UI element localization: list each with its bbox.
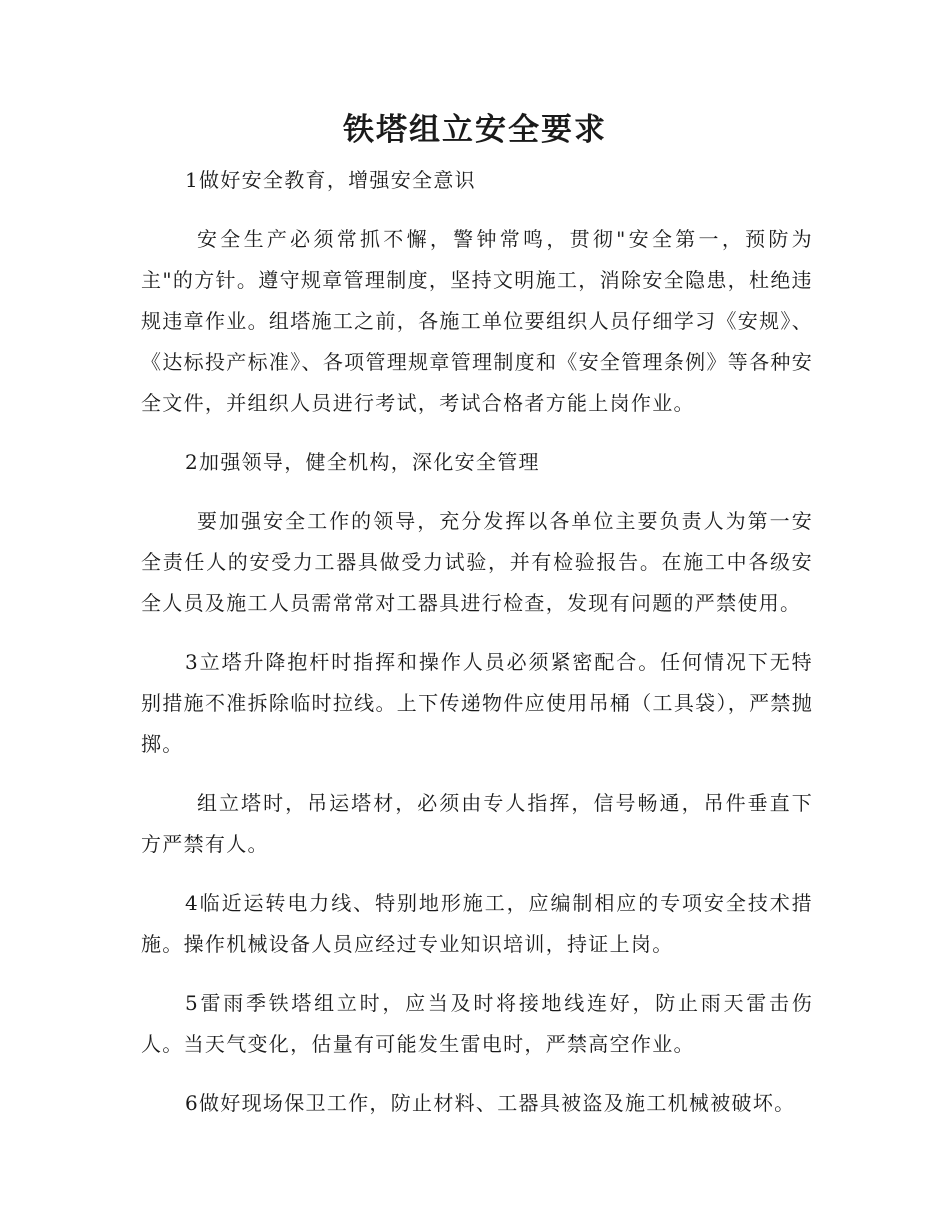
paragraph-lifting: 组立塔时，吊运塔材，必须由专人指挥，信号畅通，吊件垂直下方严禁有人。	[141, 791, 813, 856]
paragraph-education: 安全生产必须常抓不懈，警钟常鸣，贯彻"安全第一，预防为主"的方针。遵守规章管理制度，坚持文明施工，消除安全隐患，杜绝违规违章作业。组塔施工之前，各施工单位要组织人员仔细学习《安规》、《达标投产标准》、各项管理规章管理制度和《安全管理条例》等各种安全文件，并组织人员进行考试，考试合格者方能上岗作业。	[141, 227, 813, 415]
section-item-3: 3立塔升降抱杆时指挥和操作人员必须紧密配合。任何情况下无特别措施不准拆除临时拉线。上下传递物件应使用吊桶（工具袋），严禁抛掷。	[141, 650, 813, 756]
section-item-5: 5雷雨季铁塔组立时，应当及时将接地线连好，防止雨天雷击伤人。当天气变化，估量有可能发生雷电时，严禁高空作业。	[141, 991, 813, 1056]
section-item-6: 6做好现场保卫工作，防止材料、工器具被盗及施工机械被破坏。	[185, 1091, 796, 1115]
document-title: 铁塔组立安全要求	[343, 112, 607, 148]
section-heading-1: 1做好安全教育，增强安全意识	[185, 168, 476, 192]
section-item-4: 4临近运转电力线、特别地形施工，应编制相应的专项安全技术措施。操作机械设备人员应经过专业知识培训，持证上岗。	[141, 891, 813, 956]
section-heading-2: 2加强领导，健全机构，深化安全管理	[185, 450, 540, 474]
document-body	[141, 160, 813, 1142]
paragraph-leadership: 要加强安全工作的领导，充分发挥以各单位主要负责人为第一安全责任人的安受力工器具做受力试验，并有检验报告。在施工中各级安全人员及施工人员需常常对工器具进行检查，发现有问题的严禁使用。	[141, 509, 813, 615]
